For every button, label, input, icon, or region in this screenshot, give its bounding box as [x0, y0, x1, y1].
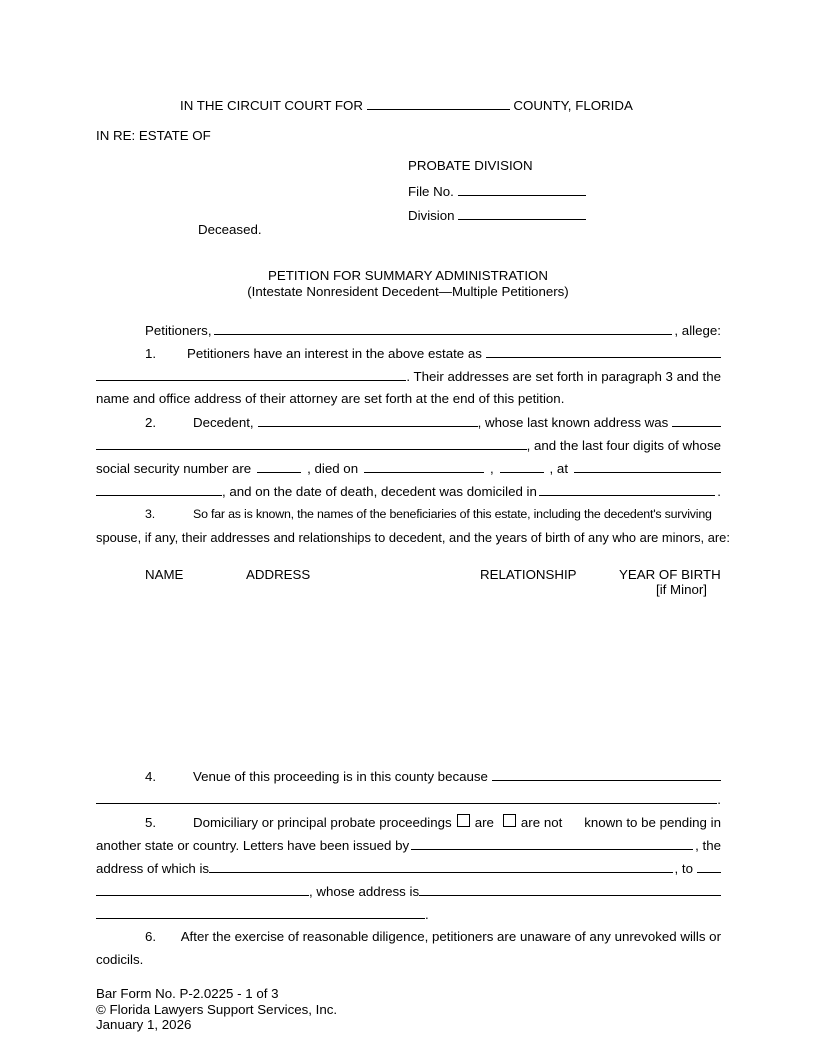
para2-line1: 2. Decedent, , whose last known address was [145, 414, 721, 431]
para5-line5: . [96, 906, 721, 923]
division-row: Division [408, 207, 586, 224]
para5-line4: , whose address is [96, 883, 721, 900]
para6-line1: 6. After the exercise of reasonable diligence, petitioners are unaware of any unrevoked wills or [145, 929, 721, 944]
para5-line3: address of which is , to [96, 860, 721, 877]
county-blank[interactable] [367, 97, 510, 110]
document-subtitle: (Intestate Nonresident Decedent—Multiple Petitioners) [247, 284, 569, 299]
footer-form-no: Bar Form No. P-2.0225 - 1 of 3 [96, 986, 279, 1001]
decedent-name-blank[interactable] [258, 414, 478, 427]
court-heading: IN THE CIRCUIT COURT FOR COUNTY, FLORIDA [180, 98, 633, 113]
footer-date: January 1, 2026 [96, 1017, 192, 1032]
death-place-blank-cont[interactable] [96, 483, 222, 496]
are-not-checkbox[interactable] [503, 814, 516, 827]
interest-blank[interactable] [486, 345, 721, 358]
letters-issuer-blank[interactable] [411, 837, 693, 850]
para2-line3: social security number are , died on , , at [96, 460, 721, 477]
para6-line2: codicils. [96, 952, 144, 967]
death-date-blank[interactable] [364, 460, 484, 473]
death-year-blank[interactable] [500, 460, 544, 473]
deceased-label: Deceased. [198, 222, 262, 237]
para4-line2: . [96, 791, 721, 808]
in-re-label: IN RE: ESTATE OF [96, 128, 211, 143]
col-year-note: [if Minor] [656, 582, 707, 597]
para5-line2: another state or country. Letters have been issued by , the [96, 838, 721, 853]
recipient-blank[interactable] [697, 860, 721, 873]
venue-blank[interactable] [492, 768, 721, 781]
col-relationship-header: RELATIONSHIP [480, 567, 577, 582]
para5-line1: 5. Domiciliary or principal probate proceedings are are not known to be pending in [145, 815, 721, 830]
para2-line4: , and on the date of death, decedent was domiciled in . [96, 483, 721, 500]
petitioners-line: Petitioners, , allege: [145, 323, 721, 338]
address-blank-cont[interactable] [96, 437, 527, 450]
para3-line2: spouse, if any, their addresses and relationships to decedent, and the years of birth of any who are minors, are: [96, 530, 730, 545]
ssn-blank[interactable] [257, 460, 301, 473]
recipient-blank-cont[interactable] [96, 883, 309, 896]
death-place-blank[interactable] [574, 460, 721, 473]
document-title: PETITION FOR SUMMARY ADMINISTRATION [268, 268, 548, 283]
division-blank[interactable] [458, 207, 586, 220]
para3-line1: 3. So far as is known, the names of the beneficiaries of this estate, including the decedent's surviving [145, 507, 712, 521]
footer-copyright: © Florida Lawyers Support Services, Inc. [96, 1002, 338, 1017]
file-no-blank[interactable] [458, 183, 586, 196]
issuer-address-blank[interactable] [209, 860, 672, 873]
col-year-header: YEAR OF BIRTH [619, 567, 721, 582]
para1-line3: name and office address of their attorney are set forth at the end of this petition. [96, 391, 565, 406]
file-no-row: File No. [408, 183, 586, 200]
are-checkbox[interactable] [457, 814, 470, 827]
interest-blank-cont[interactable] [96, 368, 406, 381]
petitioners-blank[interactable] [214, 322, 673, 335]
domicile-blank[interactable] [539, 483, 715, 496]
venue-blank-cont[interactable] [96, 791, 717, 804]
address-blank[interactable] [672, 414, 721, 427]
para1-line1: 1. Petitioners have an interest in the above estate as [145, 345, 721, 362]
para1-line2: . Their addresses are set forth in paragraph 3 and the [96, 368, 721, 385]
col-address-header: ADDRESS [246, 567, 311, 582]
col-name-header: NAME [145, 567, 184, 582]
para2-line2: , and the last four digits of whose [96, 437, 721, 454]
probate-division-label: PROBATE DIVISION [408, 158, 533, 173]
recipient-address-blank[interactable] [419, 883, 721, 896]
recipient-address-blank-cont[interactable] [96, 906, 425, 919]
para4-line1: 4. Venue of this proceeding is in this county because [145, 768, 721, 785]
